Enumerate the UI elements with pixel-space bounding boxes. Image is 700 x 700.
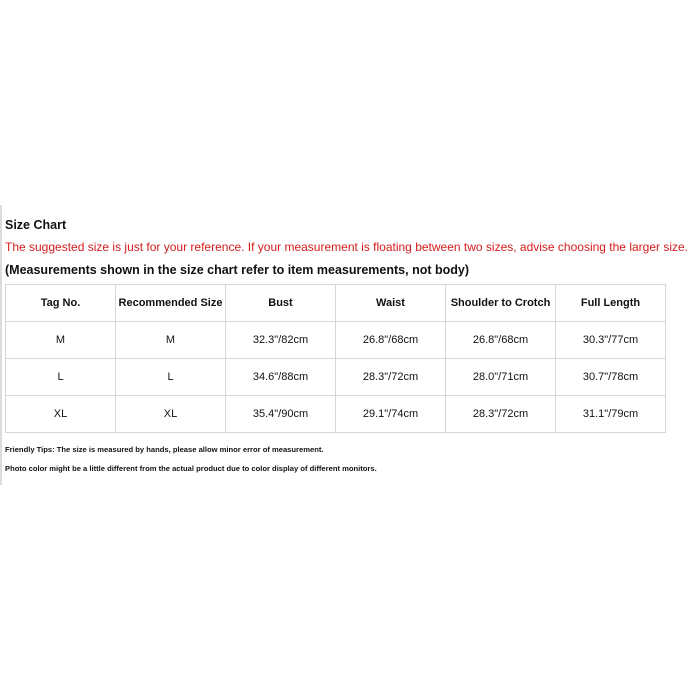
cell-bust: 32.3"/82cm bbox=[226, 322, 336, 359]
cell-bust: 35.4"/90cm bbox=[226, 396, 336, 433]
cell-bust: 34.6"/88cm bbox=[226, 359, 336, 396]
cell-tag-no: XL bbox=[6, 396, 116, 433]
cell-recommended-size: L bbox=[116, 359, 226, 396]
cell-recommended-size: M bbox=[116, 322, 226, 359]
header-full-length: Full Length bbox=[556, 285, 666, 322]
size-table bbox=[5, 284, 666, 433]
header-waist: Waist bbox=[336, 285, 446, 322]
header-bust: Bust bbox=[226, 285, 336, 322]
friendly-tip: Friendly Tips: The size is measured by hands, please allow minor error of measurement. bbox=[5, 445, 324, 454]
header-tag-no: Tag No. bbox=[6, 285, 116, 322]
cell-shoulder-to-crotch: 28.0"/71cm bbox=[446, 359, 556, 396]
cell-full-length: 30.3"/77cm bbox=[556, 322, 666, 359]
table-row bbox=[6, 359, 666, 396]
cell-waist: 26.8"/68cm bbox=[336, 322, 446, 359]
cell-tag-no: L bbox=[6, 359, 116, 396]
size-chart-title: Size Chart bbox=[5, 218, 67, 232]
color-disclaimer: Photo color might be a little different from the actual product due to color display of different monitors. bbox=[5, 464, 377, 473]
cell-waist: 28.3"/72cm bbox=[336, 359, 446, 396]
cell-recommended-size: XL bbox=[116, 396, 226, 433]
table-row bbox=[6, 322, 666, 359]
measurement-note: (Measurements shown in the size chart refer to item measurements, not body) bbox=[5, 263, 469, 277]
table-header-row bbox=[6, 285, 666, 322]
size-chart-panel bbox=[5, 218, 695, 474]
header-recommended-size: Recommended Size bbox=[116, 285, 226, 322]
size-advice-notice: The suggested size is just for your reference. If your measurement is floating between two sizes, advise choosing the larger size. bbox=[5, 240, 689, 254]
cell-shoulder-to-crotch: 28.3"/72cm bbox=[446, 396, 556, 433]
cell-full-length: 30.7"/78cm bbox=[556, 359, 666, 396]
cell-full-length: 31.1"/79cm bbox=[556, 396, 666, 433]
cell-shoulder-to-crotch: 26.8"/68cm bbox=[446, 322, 556, 359]
left-border-line bbox=[0, 205, 2, 485]
cell-waist: 29.1"/74cm bbox=[336, 396, 446, 433]
header-shoulder-to-crotch: Shoulder to Crotch bbox=[446, 285, 556, 322]
cell-tag-no: M bbox=[6, 322, 116, 359]
table-row bbox=[6, 396, 666, 433]
